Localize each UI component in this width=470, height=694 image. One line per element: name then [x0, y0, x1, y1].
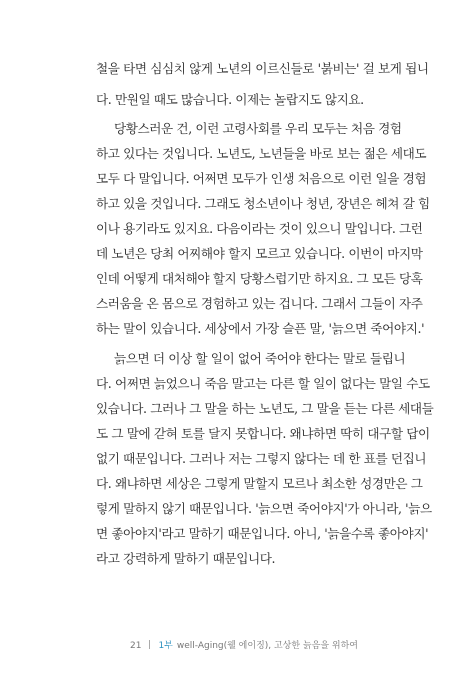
- text-line: 늙으면 더 이상 할 일이 없어 죽어야 한다는 말로 들립니: [114, 351, 406, 366]
- text-line: 다. 어쩌면 늙었으니 죽음 말고는 다른 할 일이 없다는 말일 수도: [96, 376, 430, 391]
- text-line: 도 그 말에 갇혀 토를 달지 못합니다. 왜냐하면 딱히 대구할 답이: [96, 426, 430, 441]
- text-line: 인데 어떻게 대처해야 할지 당황스럽기만 하지요. 그 모든 당혹: [96, 271, 423, 286]
- text-line: 다. 만원일 때도 많습니다. 이제는 놀랍지도 않지요.: [96, 92, 364, 107]
- text-line: 스러움을 온 몸으로 경험하고 있는 겁니다. 그래서 그들이 자주: [96, 296, 423, 311]
- text-line: 면 좋아야지'라고 말하기 때문입니다. 아니, '늙을수록 좋아야지': [96, 526, 429, 541]
- text-line: 철을 타면 심심치 않게 노년의 이르신들로 '붉비는' 걸 보게 됩니: [96, 61, 429, 76]
- text-line: 라고 강력하게 말하기 때문입니다.: [96, 551, 276, 566]
- text-line: 렇게 말하지 않기 때문입니다. '늙으면 죽어야지'가 아니라, '늙으: [96, 501, 432, 516]
- footer-divider: [149, 640, 150, 649]
- text-line: 모두 다 말입니다. 어쩌면 모두가 인생 처음으로 이런 일을 경험: [96, 171, 427, 186]
- chapter-title: well-Aging(웰 에이징), 고상한 늙음을 위하여: [176, 641, 358, 651]
- part-label: 1부: [158, 641, 173, 651]
- page-number: 21: [130, 641, 142, 651]
- text-line: 이나 용기라도 있지요. 다음이라는 것이 있으니 말입니다. 그런: [96, 221, 423, 236]
- text-line: 데 노년은 당최 어찌해야 할지 모르고 있습니다. 이번이 마지막: [96, 246, 423, 261]
- text-line: 하는 말이 있습니다. 세상에서 가장 슬픈 말, '늙으면 죽어야지.': [96, 321, 425, 336]
- text-line: 있습니다. 그러나 그 말을 하는 노년도, 그 말을 듣는 다른 세대들: [96, 401, 434, 416]
- page-footer: [130, 638, 358, 651]
- text-line: 당황스러운 건, 이런 고령사회를 우리 모두는 처음 경험: [114, 121, 402, 136]
- text-line: 하고 있다는 것입니다. 노년도, 노년들을 바로 보는 젊은 세대도: [96, 146, 427, 161]
- text-line: 없기 때문입니다. 그러나 저는 그렇지 않다는 데 한 표를 던집니: [96, 451, 427, 466]
- text-line: 하고 있을 것입니다. 그래도 청소년이나 청년, 장년은 헤쳐 갈 힘: [96, 196, 430, 211]
- text-line: 다. 왜냐하면 세상은 그렇게 말할지 모르나 최소한 성경만은 그: [96, 476, 423, 491]
